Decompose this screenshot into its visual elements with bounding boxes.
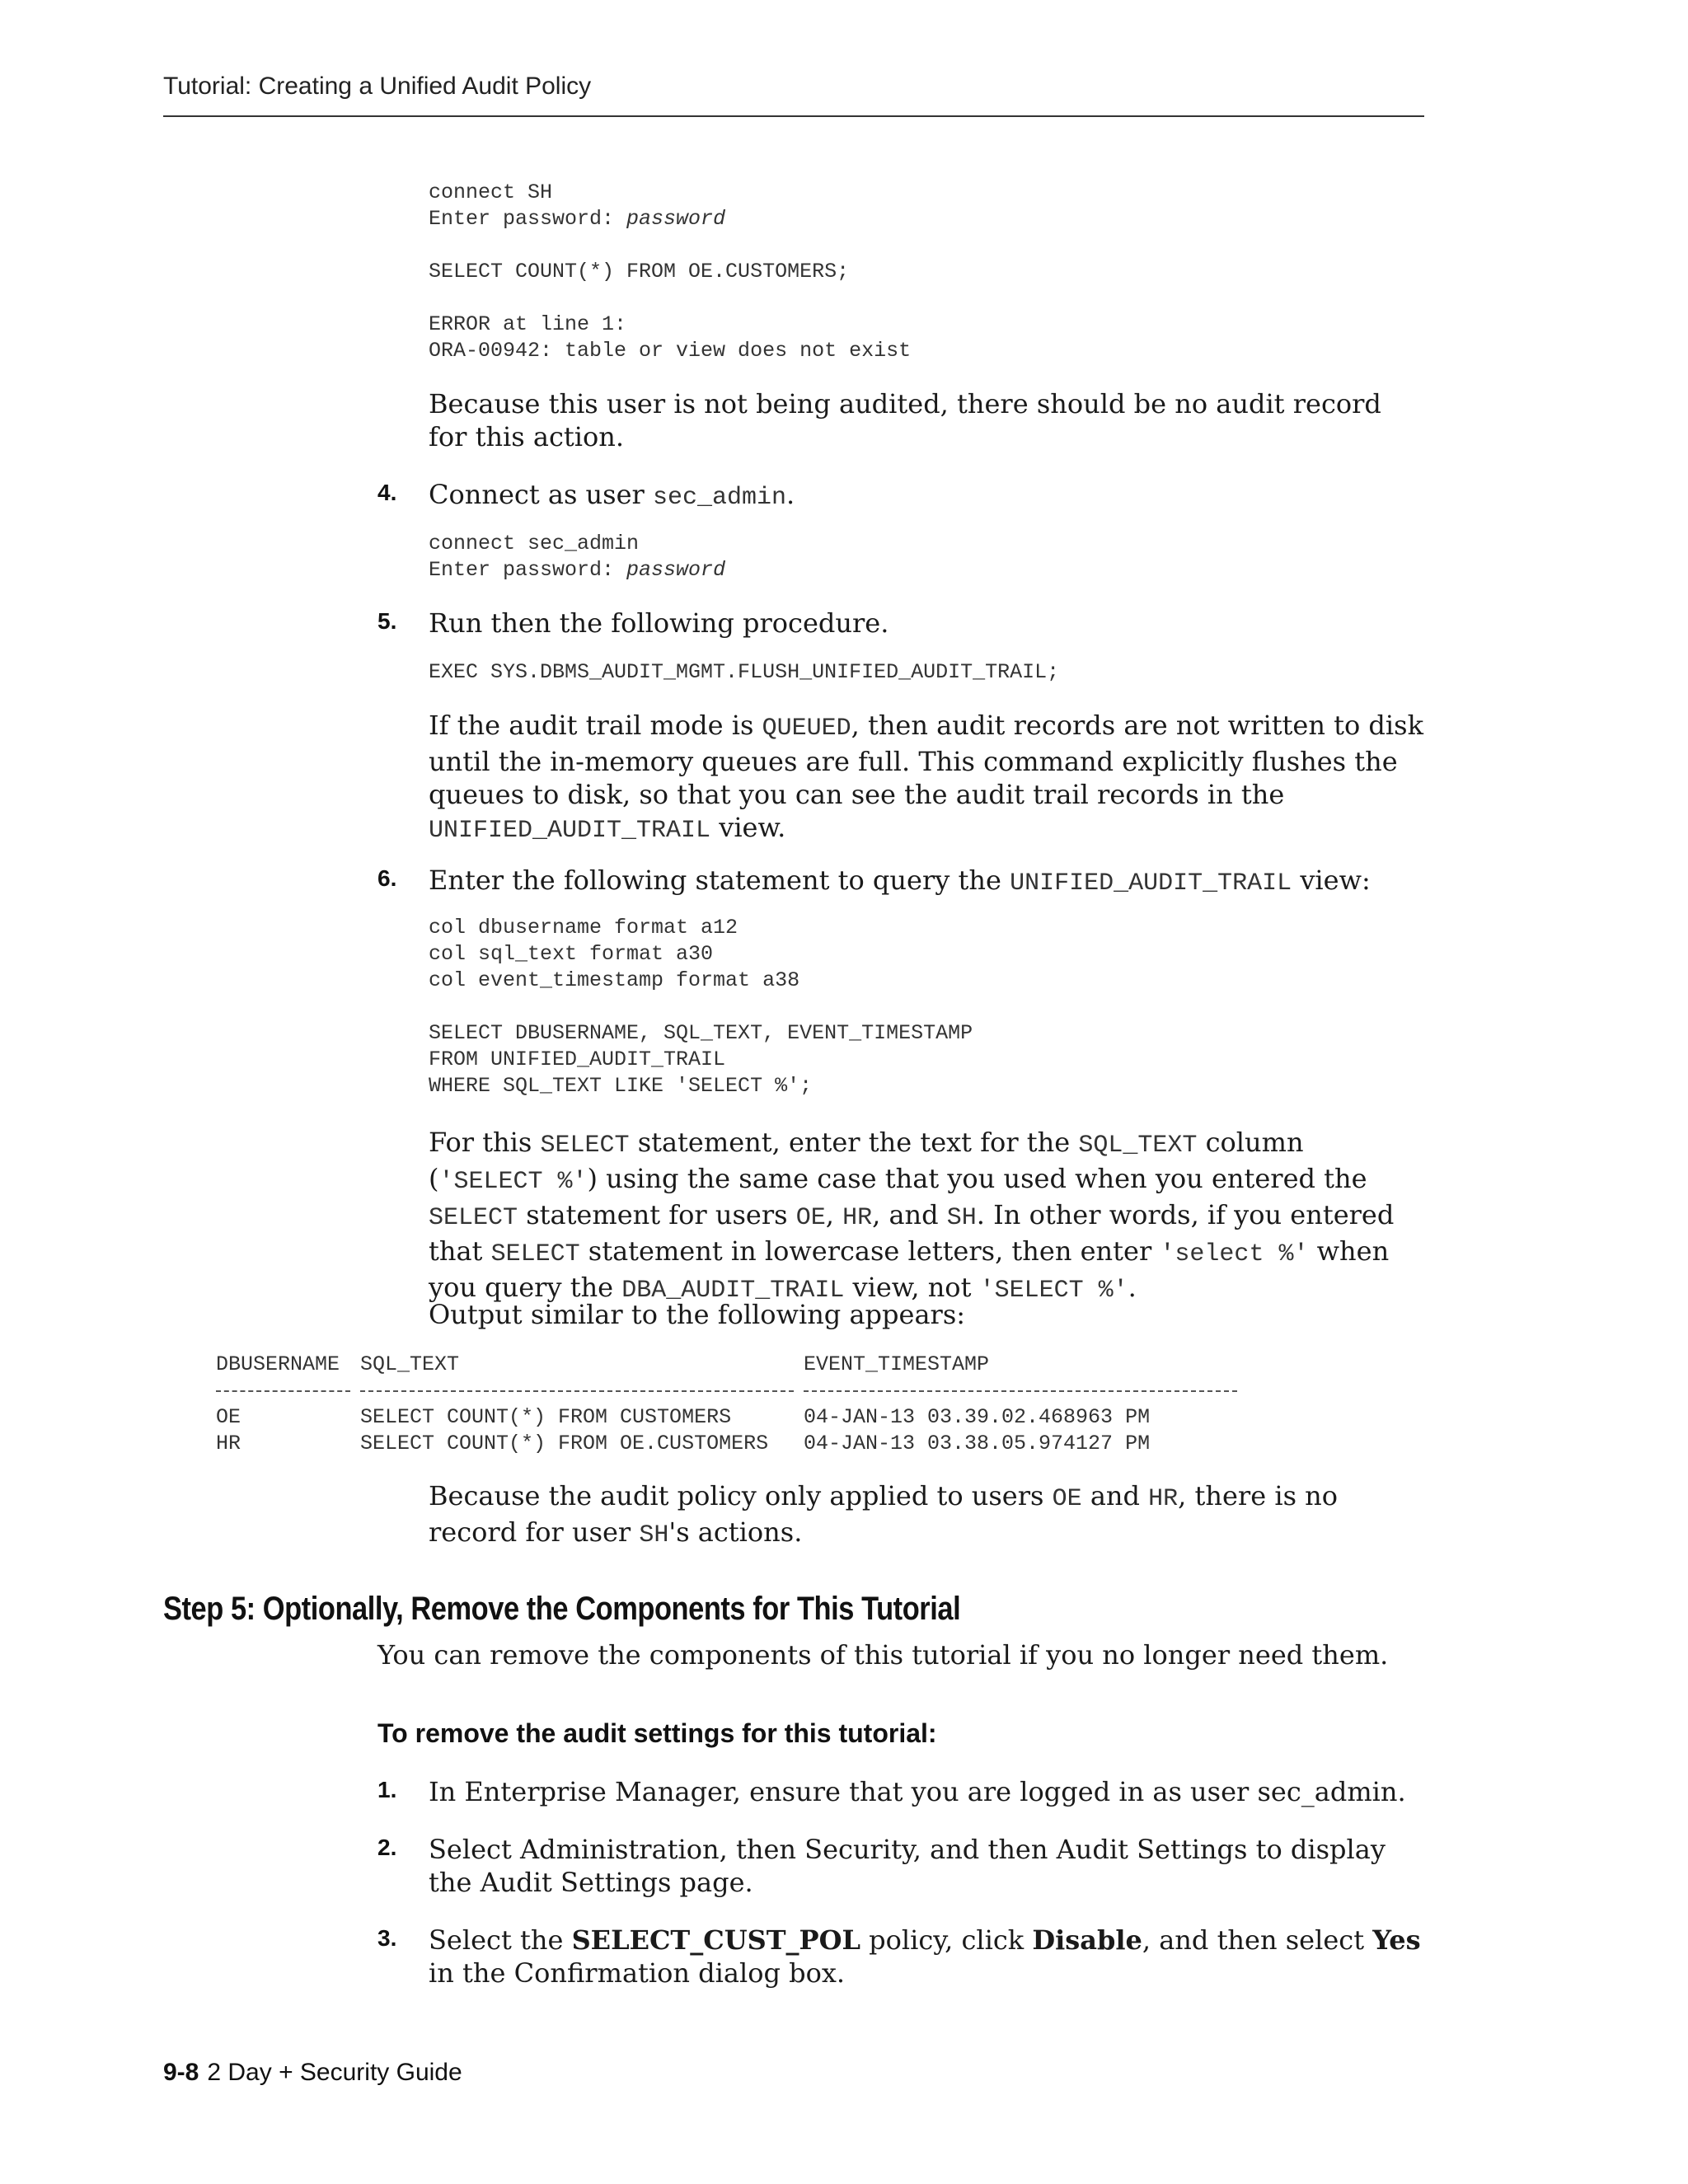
step-text-part: Connect as user [429,479,653,510]
text-part: view, not [844,1272,980,1303]
text-part: and [1081,1480,1149,1511]
column-separator [804,1390,1237,1392]
paragraph-no-record: Because this user is not being audited, there should be no audit record for this action. [429,388,1381,452]
table-row [216,1431,1151,1457]
inline-code: SELECT [540,1132,630,1160]
code-block-connect-sec-admin [429,531,725,583]
ui-term-disable: Disable [1032,1924,1142,1956]
column-header: DBUSERNAME [216,1352,340,1376]
step-number: 4. [377,480,397,505]
code-line: col event_timestamp format a38 [429,968,800,992]
text-part: policy, click [860,1924,1033,1956]
code-line: EXEC SYS.DBMS_AUDIT_MGMT.FLUSH_UNIFIED_AUDIT_TRAIL; [429,660,1060,684]
paragraph-queued [429,709,1426,847]
inline-code: QUEUED [762,715,851,743]
code-line [429,557,725,583]
text-part: If the audit trail mode is [429,710,762,741]
code-line-prefix: Enter password: [429,558,627,582]
text-part: For this [429,1127,541,1158]
output-separator-row [216,1378,290,1404]
inline-code: HR [1148,1485,1179,1513]
header-rule [163,115,1424,117]
step-number: 2. [377,1835,397,1860]
policy-name: SELECT_CUST_POL [571,1924,860,1956]
code-block-connect-sh [429,180,911,364]
code-line: ORA-00942: table or view does not exist [429,339,912,363]
text-part: view. [710,812,786,843]
text-part: . [1128,1272,1137,1303]
step-text: Select Administration, then Security, and then Audit Settings to display the Audit Settings page. [429,1834,1386,1898]
inline-code: UNIFIED_AUDIT_TRAIL [429,817,711,845]
step-text-part: Enter the following statement to query the [429,865,1010,896]
step-text [429,864,1426,900]
code-line: col sql_text format a30 [429,942,714,966]
inline-code: SELECT [490,1240,580,1268]
step-number: 5. [377,608,397,634]
code-line: FROM UNIFIED_AUDIT_TRAIL [429,1047,726,1071]
step-number: 1. [377,1777,397,1802]
code-line: col dbusername format a12 [429,916,738,940]
section-heading: Step 5: Optionally, Remove the Components for This Tutorial [163,1591,961,1627]
table-row [216,1404,1151,1431]
inline-code: SELECT [429,1204,518,1232]
table-cell: 04-JAN-13 03.38.05.974127 PM [804,1432,1151,1455]
inline-code: 'select %' [1160,1240,1309,1268]
column-separator [216,1390,350,1392]
inline-code: 'SELECT %' [438,1168,588,1196]
text-part: , then audit records are not written to disk until the in-memory queues are full. This command explicitly flushes the queues to disk, so that you can see the audit trail records in the [429,710,1423,810]
text-part: statement in lowercase letters, then enter [579,1235,1160,1267]
paragraph-because-policy [429,1479,1426,1552]
code-line: connect SH [429,180,553,204]
paragraph-output-intro: Output similar to the following appears: [429,1299,966,1330]
text-part: Because the audit policy only applied to users [429,1480,1053,1511]
page-footer [163,2059,462,2087]
text-part: , there is no record for user [429,1480,1339,1548]
text-part: statement for users [518,1199,796,1230]
code-block-flush [429,659,1059,686]
section-intro: You can remove the components of this tutorial if you no longer need them. [377,1639,1389,1671]
text-part: , and [872,1199,947,1230]
step-text: In Enterprise Manager, ensure that you are logged in as user sec_admin. [429,1776,1406,1807]
text-part: . In other words, if you entered that [429,1199,1395,1267]
inline-code: SQL_TEXT [1078,1132,1198,1160]
code-line [429,206,911,232]
text-part: , and then select [1142,1924,1373,1956]
column-header: EVENT_TIMESTAMP [804,1352,990,1376]
column-header: SQL_TEXT [360,1352,460,1376]
code-block-query [429,915,973,1099]
inline-code: UNIFIED_AUDIT_TRAIL [1010,869,1292,898]
page-number: 9-8 [163,2059,199,2086]
code-line: SELECT COUNT(*) FROM OE.CUSTOMERS; [429,260,850,284]
code-line: WHERE SQL_TEXT LIKE 'SELECT %'; [429,1074,813,1098]
ui-term-yes: Yes [1372,1924,1421,1956]
step-text-part: view: [1292,865,1371,896]
code-line: SELECT DBUSERNAME, SQL_TEXT, EVENT_TIMESTAMP [429,1021,973,1045]
inline-code: SH [639,1521,669,1549]
text-part: in the Confirmation dialog box. [429,1957,846,1989]
table-cell: 04-JAN-13 03.39.02.468963 PM [804,1405,1151,1429]
book-title: 2 Day + Security Guide [207,2059,462,2086]
inline-code: SH [946,1204,977,1232]
text-part: 's actions. [668,1516,803,1548]
text-part: when you query the [429,1235,1390,1303]
inline-code: DBA_AUDIT_TRAIL [621,1277,845,1305]
output-header-row [216,1352,990,1378]
step-text [429,1924,1426,1990]
code-line: connect sec_admin [429,532,640,555]
password-placeholder: password [626,207,726,231]
output-table [216,1352,1151,1457]
inline-code: HR [842,1204,873,1232]
step-text [429,478,1426,514]
inline-code: sec_admin [652,484,786,512]
step-number: 3. [377,1925,397,1951]
step-text-part: . [786,479,795,510]
table-cell: SELECT COUNT(*) FROM OE.CUSTOMERS [360,1432,769,1455]
running-header: Tutorial: Creating a Unified Audit Policy [163,73,592,100]
paragraph-select-case [429,1126,1426,1307]
text-part: statement, enter the text for the [629,1127,1079,1158]
step-text: Run then the following procedure. [429,607,889,639]
code-line: ERROR at line 1: [429,312,627,336]
text-part: , [825,1199,843,1230]
code-line-prefix: Enter password: [429,207,627,231]
table-cell: SELECT COUNT(*) FROM CUSTOMERS [360,1405,732,1429]
text-part: ) using the same case that you used when you entered the [587,1163,1367,1194]
table-cell: OE [216,1405,241,1429]
table-cell: HR [216,1432,241,1455]
inline-code: 'SELECT %' [979,1277,1128,1305]
text-part: Select the [429,1924,572,1956]
password-placeholder: password [626,558,726,582]
column-separator [360,1390,794,1392]
step-number: 6. [377,865,397,891]
procedure-heading: To remove the audit settings for this tutorial: [377,1718,937,1748]
inline-code: OE [1052,1485,1082,1513]
inline-code: OE [795,1204,826,1232]
text-part: column ( [429,1127,1304,1194]
